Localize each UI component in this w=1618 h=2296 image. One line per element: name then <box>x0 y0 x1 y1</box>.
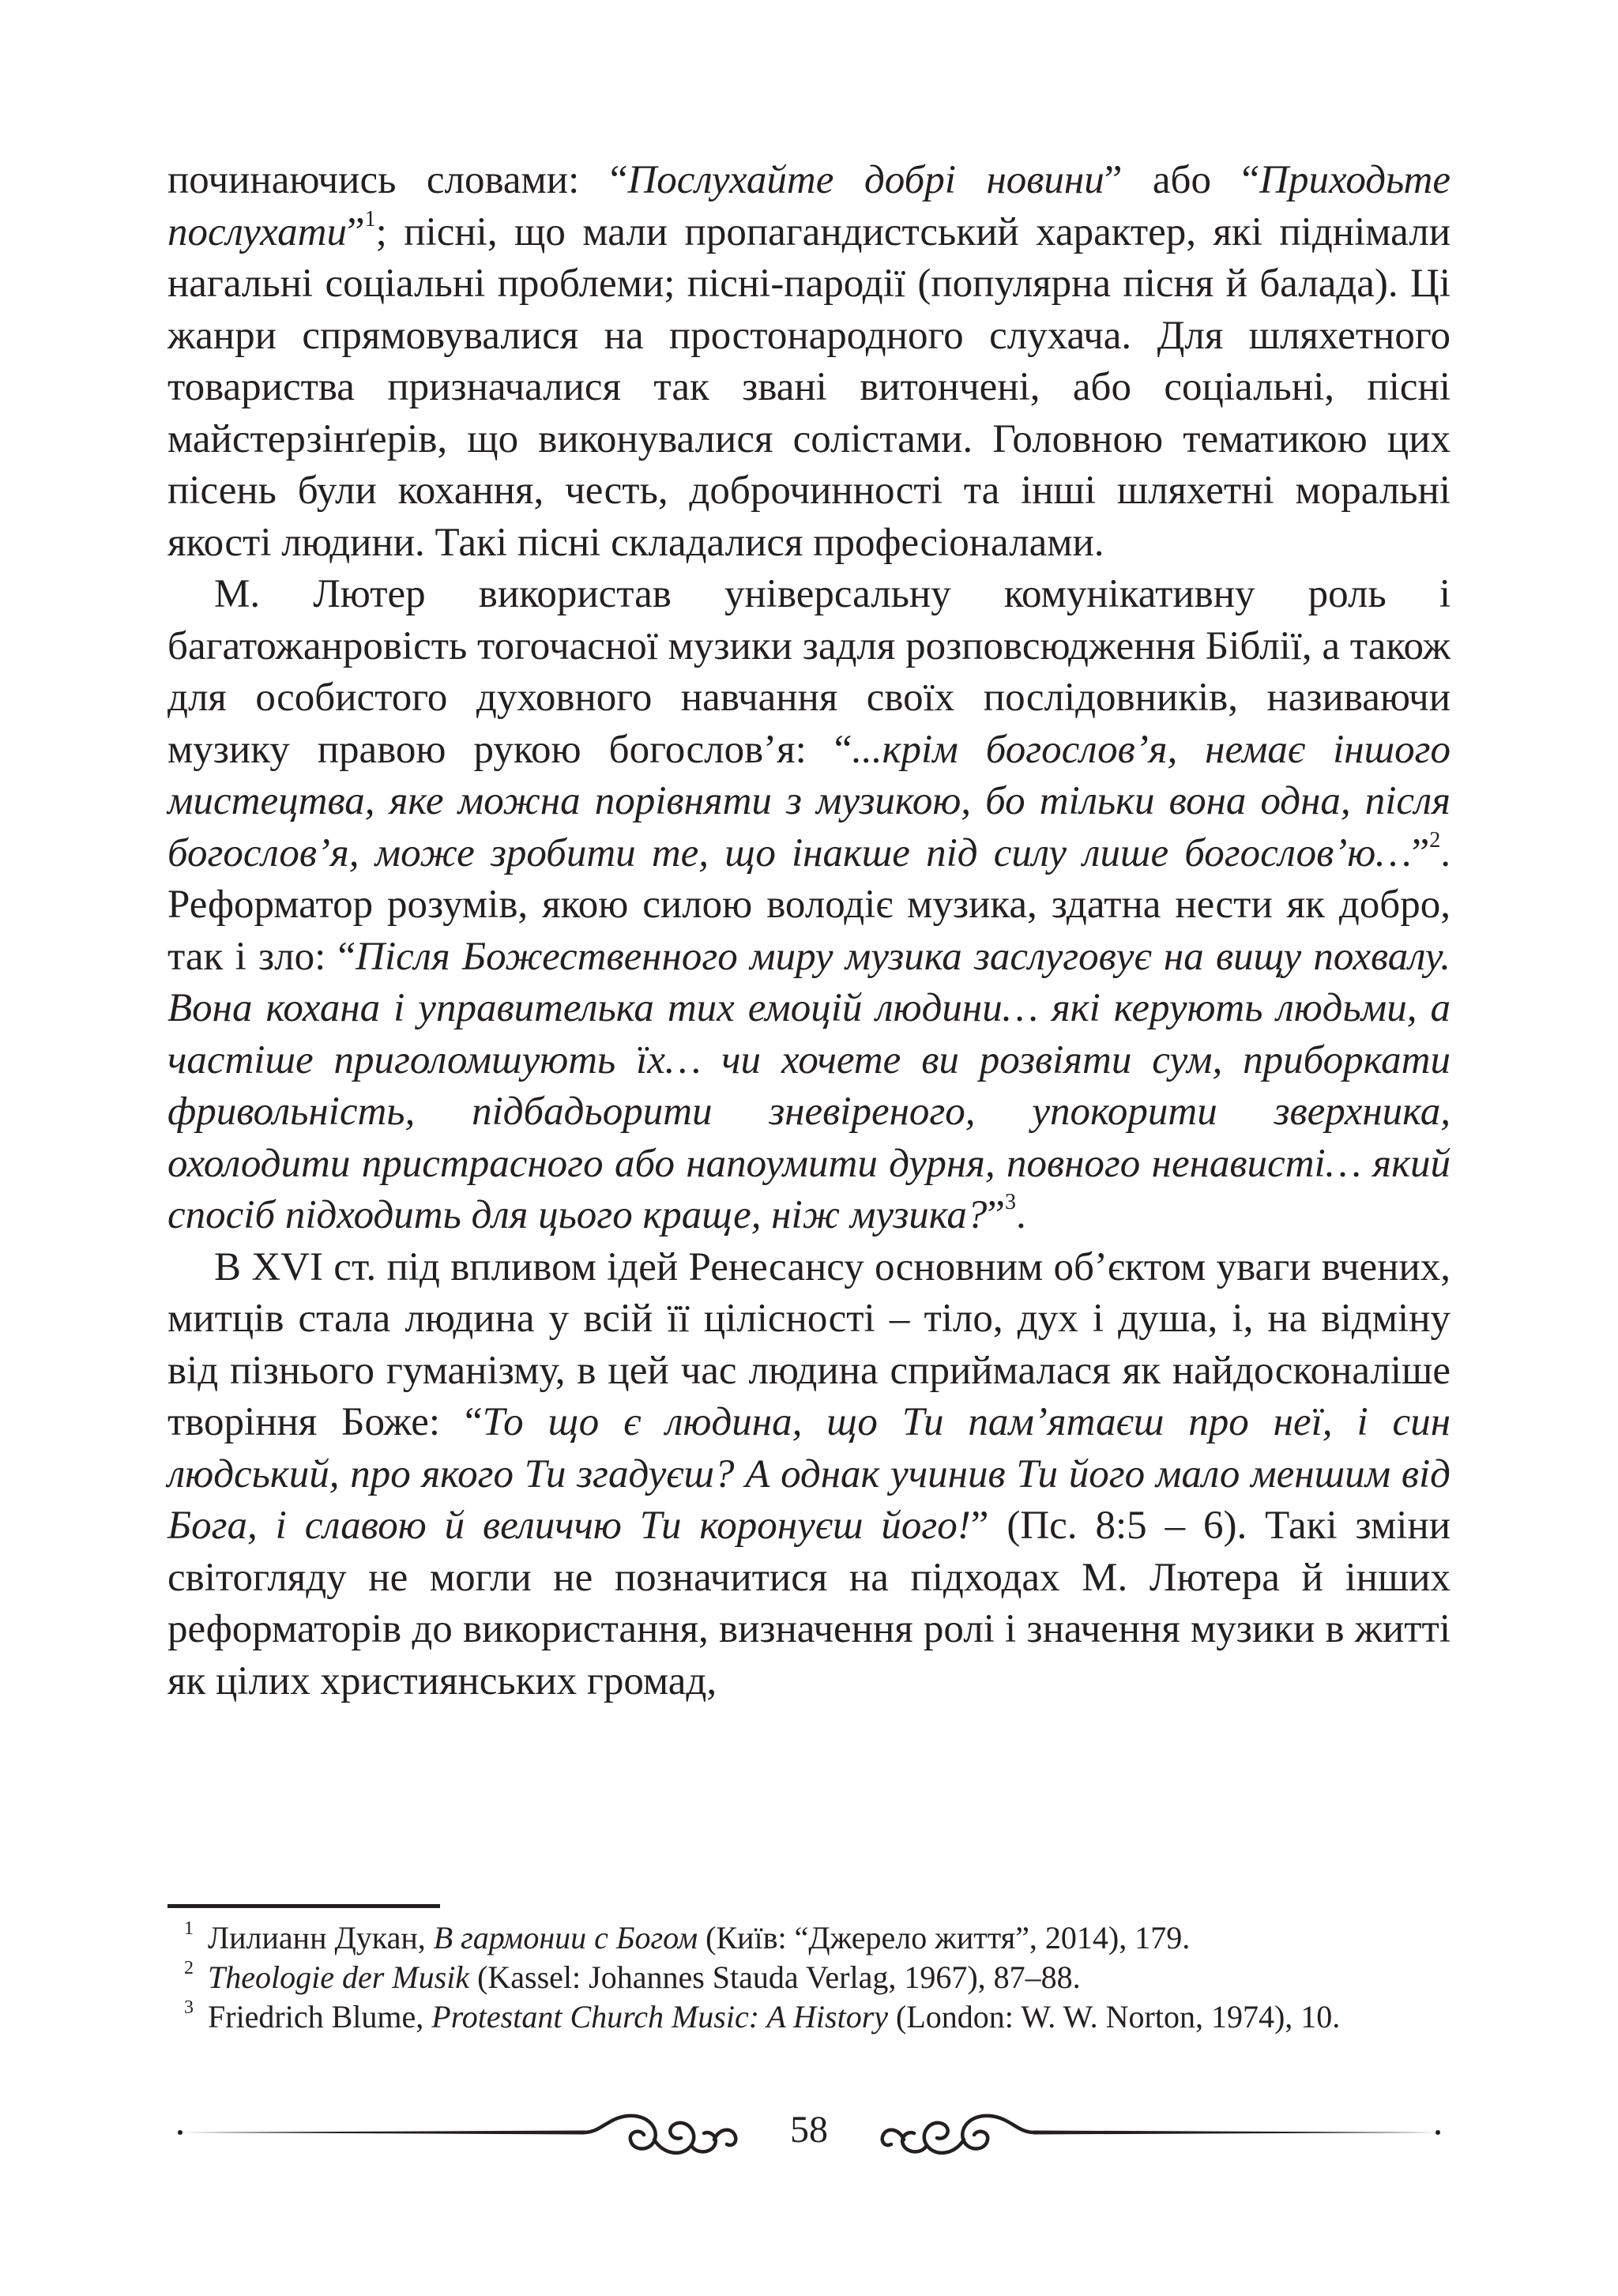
italic-quote: Послухайте добрі новини <box>627 158 1104 202</box>
italic-quote: Protestant Church Music: A History <box>431 1999 889 2034</box>
paragraph-1: починаючись словами: “Послухайте добрі новини” або “Приходьте послухати”$^1$; пісні, що мали пропагандистський характер, які піднімали нагальні соціальні проблеми; пісні-пародії (популярна пісня й балада). Ці жанри спрямовувалися на простонародного слухача. Для шляхетного товариства призначалися так звані витончені, або соціальні, пісні майстерзінґерів, що виконувалися солістами. Головною тематикою цих пісень були кохання, честь, доброчинності та інші шляхетні моральні якості людини. Такі пісні складалися професіоналами. <box>167 158 1451 565</box>
footnote-1: $^1$ Лилианн Дукан, В гармонии с Богом (Київ: “Джерело життя”, 2014), 179. <box>184 1918 1191 1955</box>
flourish-right-icon <box>882 2116 1033 2153</box>
italic-quote: То що є людина, що Ти пам’ятаєш про неї, і син людський, про якого Ти згадуєш? А однак учинив Ти його мало меншим від Бога, і славою й величчю Ти коронуєш його! <box>167 1400 1451 1548</box>
italic-quote: ...крім богослов’я, немає іншого мистецтва, яке можна порівняти з музикою, бо тільки вона одна, після богослов’я, може зробити те, що інакше під силу лише богослов’ю… <box>167 727 1451 875</box>
footnote-marker: 2 <box>184 1958 194 1978</box>
italic-quote: Theologie der Musik <box>208 1959 470 1995</box>
footnote-marker: 1 <box>184 1918 194 1939</box>
page-number: 58 <box>790 2109 828 2151</box>
footnote-marker: 3 <box>184 1997 194 2018</box>
paragraph-2: М. Лютер використав універсальну комунікативну роль і багатожанровість тогочасної музики задля розповсюдження Біблії, а також для особистого духовного навчання своїх послідовників, називаючи музику правою рукою богослов’я: “...крім богослов’я, немає іншого мистецтва, яке можна порівняти з музикою, бо тільки вона одна, після богослов’я, може зробити те, що інакше під силу лише богослов’ю…”$^2$. Реформатор розумів, якою силою володіє музика, здатна нести як добро, так і зло: “Після Божественного миру музика заслуговує на вищу похвалу. Вона кохана і управителька тих емоцій людини… які керують людьми, а частіше приголомшують їх… чи хочете ви розвіяти сум, приборкати фривольність, підбадьорити зневіреного, упокорити зверхника, охолодити пристрасного або напоумити дурня, повного ненависті… який спосіб підходить для цього краще, ніж музика?”$^3$. <box>167 572 1451 1237</box>
italic-quote: В гармонии с Богом <box>433 1920 698 1955</box>
footnote-marker: 2 <box>1429 827 1441 853</box>
footnote-2: $^2$ Theologie der Musik (Kassel: Johannes Stauda Verlag, 1967), 87–88. <box>184 1958 1081 1995</box>
footnote-marker: 3 <box>1005 1190 1017 1215</box>
paragraph-3: В XVI ст. під впливом ідей Ренесансу основним об’єктом уваги вчених, митців стала людина у всій її цілісності – тіло, дух і душа, і, на відміну від пізнього гуманізму, в цей час людина сприймалася як найдосконаліше творіння Боже: “То що є людина, що Ти пам’ятаєш про неї, і син людський, про якого Ти згадуєш? А однак учинив Ти його мало меншим від Бога, і славою й величчю Ти коронуєш його!” (Пс. 8:5 – 6). Такі зміни світогляду не могли не позначитися на підходах М. Лютера й інших реформаторів до використання, визначення ролі і значення музики в житті як цілих християнських громад, <box>167 1244 1451 1703</box>
italic-quote: Після Божественного миру музика заслуговує на вищу похвалу. Вона кохана і управителька тих емоцій людини… які керують людьми, а частіше приголомшують їх… чи хочете ви розвіяти сум, приборкати фривольність, підбадьорити зневіреного, упокорити зверхника, охолодити пристрасного або напоумити дурня, повного ненависті… який спосіб підходить для цього краще, ніж музика? <box>167 934 1451 1237</box>
italic-quote: Приходьте послухати <box>167 158 1451 254</box>
main-text <box>167 155 1451 1707</box>
footnote-divider <box>167 1904 440 1908</box>
footnote-3: $^3$ Friedrich Blume, Protestant Church Music: A History (London: W. W. Norton, 1974), 10. <box>184 1997 1341 2034</box>
flourish-left-icon <box>585 2116 736 2153</box>
footnote-marker: 1 <box>364 206 376 231</box>
footnotes <box>167 1918 1451 2037</box>
